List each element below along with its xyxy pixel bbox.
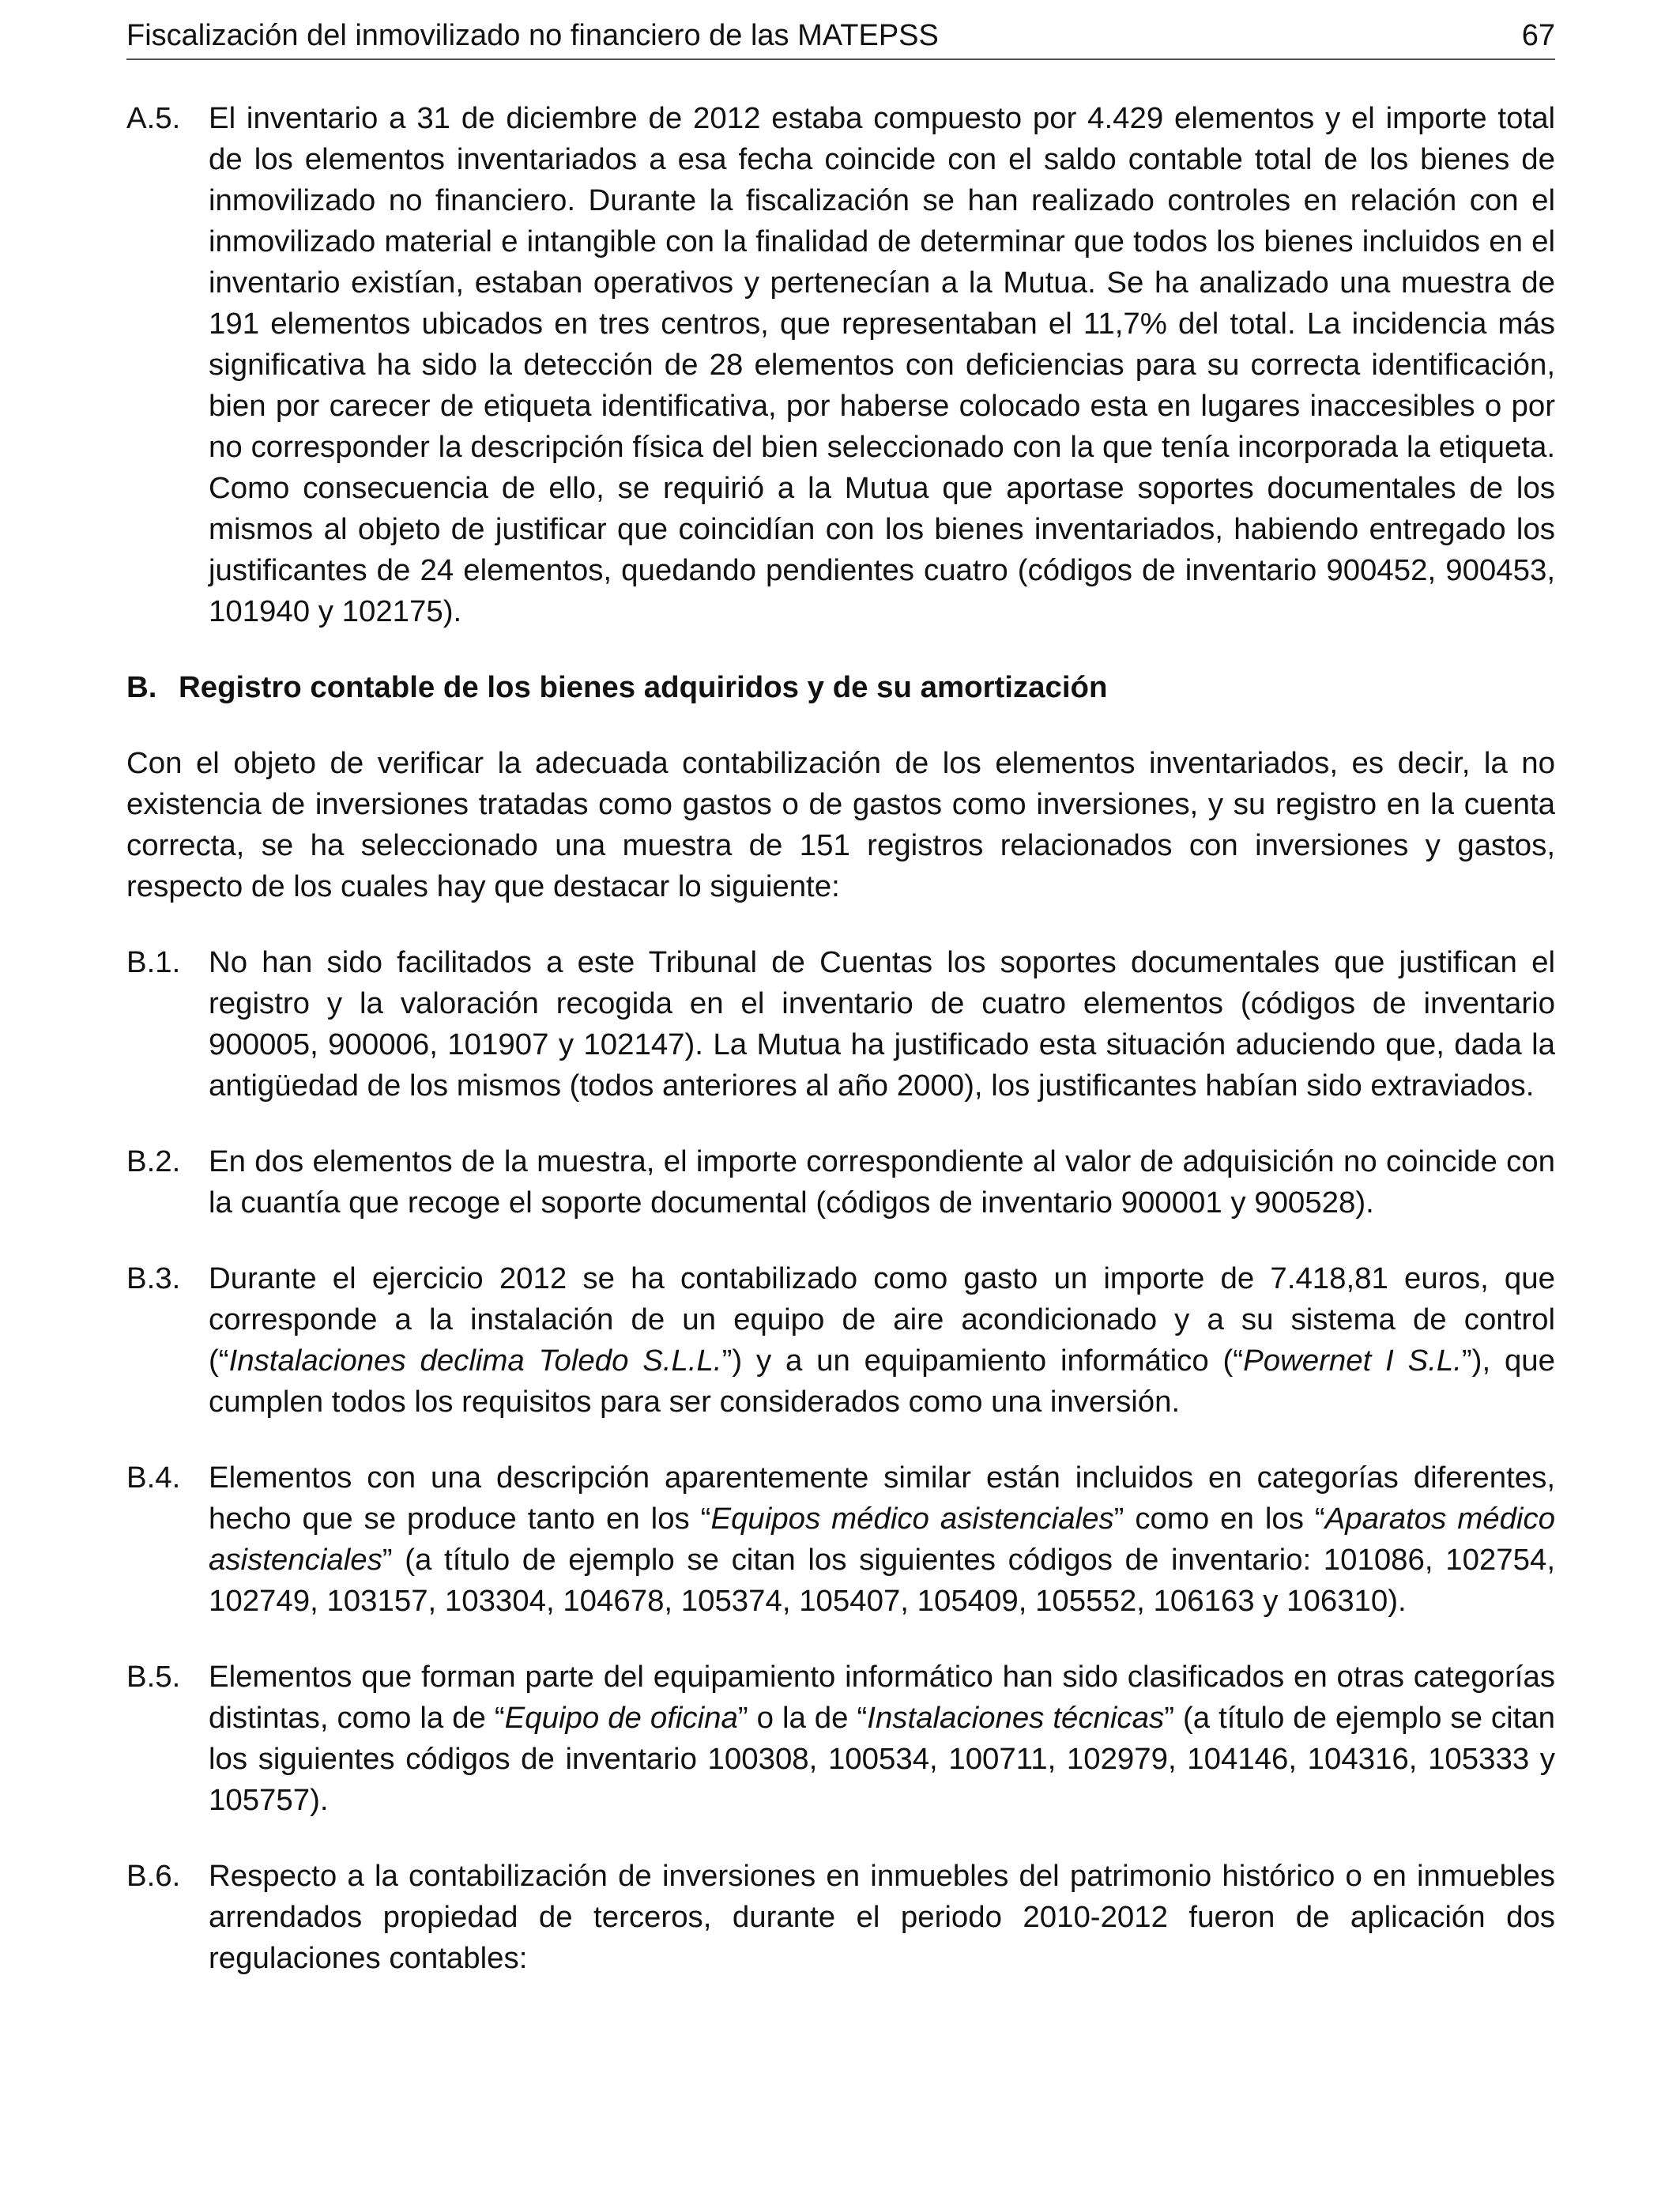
company-name: Powernet I S.L. bbox=[1243, 1344, 1462, 1378]
text-run: Elementos con una descripción aparentemente similar están incluidos en categorías diferentes, hecho que se produce tanto en los “ bbox=[209, 1461, 1555, 1536]
text-run: Elementos que forman parte del equipamiento informático han sido clasificados en otras categorías distintas, como la de “ bbox=[209, 1660, 1555, 1735]
paragraph-label: B.4. bbox=[126, 1461, 181, 1495]
paragraph-text: En dos elementos de la muestra, el importe correspondiente al valor de adquisición no coincide con la cuantía que recoge el soporte documental (códigos de inventario 900001 y 900528). bbox=[209, 1144, 1555, 1220]
document-body bbox=[126, 98, 1555, 2014]
paragraph-label: B.1. bbox=[126, 945, 181, 979]
section-b-heading bbox=[126, 667, 1555, 708]
category-name: Aparatos médico asistenciales bbox=[209, 1502, 1555, 1577]
paragraph-b1 bbox=[126, 942, 1555, 1106]
text-run: ”), que cumplen todos los requisitos para ser considerados como una inversión. bbox=[209, 1344, 1555, 1419]
paragraph-text bbox=[209, 1461, 1555, 1618]
paragraph-label: B.2. bbox=[126, 1144, 181, 1178]
paragraph-b4 bbox=[126, 1457, 1555, 1622]
paragraph-text: Respecto a la contabilización de inversiones en inmuebles del patrimonio histórico o en inmuebles arrendados propiedad de terceros, durante el periodo 2010-2012 fueron de aplicación dos regulaciones contables: bbox=[209, 1859, 1555, 1975]
text-run: ” (a título de ejemplo se citan los siguientes códigos de inventario 100308, 100534, 100711, 102979, 104146, 104316, 105333 y 105757). bbox=[209, 1701, 1555, 1817]
section-b-intro: Con el objeto de verificar la adecuada contabilización de los elementos inventariados, es decir, la no existencia de inversiones tratadas como gastos o de gastos como inversiones, y su registro en la cuenta correcta, se ha seleccionado una muestra de 151 registros relacionados con inversiones y gastos, respecto de los cuales hay que destacar lo siguiente: bbox=[126, 746, 1555, 903]
paragraph-b3 bbox=[126, 1258, 1555, 1423]
category-name: Equipos médico asistenciales bbox=[710, 1502, 1114, 1536]
section-title: Registro contable de los bienes adquiridos y de su amortización bbox=[179, 670, 1108, 704]
text-run: Durante el ejercicio 2012 se ha contabilizado como gasto un importe de 7.418,81 euros, que corresponde a la instalación de un equipo de aire acondicionado y a su sistema de control (“ bbox=[209, 1261, 1555, 1378]
paragraph-text bbox=[209, 1660, 1555, 1817]
text-run: ” o la de “ bbox=[737, 1701, 868, 1735]
page-number: 67 bbox=[1521, 19, 1555, 52]
paragraph-label: B.6. bbox=[126, 1859, 181, 1893]
paragraph-b2 bbox=[126, 1141, 1555, 1223]
company-name: Instalaciones declima Toledo S.L.L. bbox=[228, 1344, 722, 1378]
paragraph-text: No han sido facilitados a este Tribunal de Cuentas los soportes documentales que justifican el registro y la valoración recogida en el inventario de cuatro elementos (códigos de inventario 900005, 900006, 101907 y 102147). La Mutua ha justificado esta situación aduciendo que, dada la antigüedad de los mismos (todos anteriores al año 2000), los justificantes habían sido extraviados. bbox=[209, 945, 1555, 1103]
paragraph-b6 bbox=[126, 1856, 1555, 1979]
paragraph-b5 bbox=[126, 1657, 1555, 1821]
paragraph-text: El inventario a 31 de diciembre de 2012 estaba compuesto por 4.429 elementos y el importe total de los elementos inventariados a esa fecha coincide con el saldo contable total de los bienes de inmovilizado no financiero. Durante la fiscalización se han realizado controles en relación con el inmovilizado material e intangible con la finalidad de determinar que todos los bienes incluidos en el inventario existían, estaban operativos y pertenecían a la Mutua. Se ha analizado una muestra de 191 elementos ubicados en tres centros, que representaban el 11,7% del total. La incidencia más significativa ha sido la detección de 28 elementos con deficiencias para su correcta identificación, bien por carecer de etiqueta identificativa, por haberse colocado esta en lugares inaccesibles o por no corresponder la descripción física del bien seleccionado con la que tenía incorporada la etiqueta. Como consecuencia de ello, se requirió a la Mutua que aportase soportes documentales de los mismos al objeto de justificar que coincidían con los bienes inventariados, habiendo entregado los justificantes de 24 elementos, quedando pendientes cuatro (códigos de inventario 900452, 900453, 101940 y 102175). bbox=[209, 101, 1555, 628]
paragraph-a5 bbox=[126, 98, 1555, 632]
paragraph-label: A.5. bbox=[126, 101, 181, 135]
text-run: ” como en los “ bbox=[1113, 1502, 1325, 1536]
header-title: Fiscalización del inmovilizado no financiero de las MATEPSS bbox=[126, 19, 939, 52]
paragraph-label: B.3. bbox=[126, 1261, 181, 1295]
running-header bbox=[126, 16, 1555, 60]
paragraph-text bbox=[209, 1261, 1555, 1419]
paragraph-label: B.5. bbox=[126, 1660, 181, 1694]
text-run: ”) y a un equipamiento informático (“ bbox=[721, 1344, 1244, 1378]
text-run: ” (a título de ejemplo se citan los siguientes códigos de inventario: 101086, 102754, 102749, 103157, 103304, 104678, 105374, 105407, 105409, 105552, 106163 y 106310). bbox=[209, 1543, 1555, 1618]
category-name: Equipo de oficina bbox=[504, 1701, 738, 1735]
category-name: Instalaciones técnicas bbox=[867, 1701, 1165, 1735]
section-label: B. bbox=[126, 670, 157, 704]
